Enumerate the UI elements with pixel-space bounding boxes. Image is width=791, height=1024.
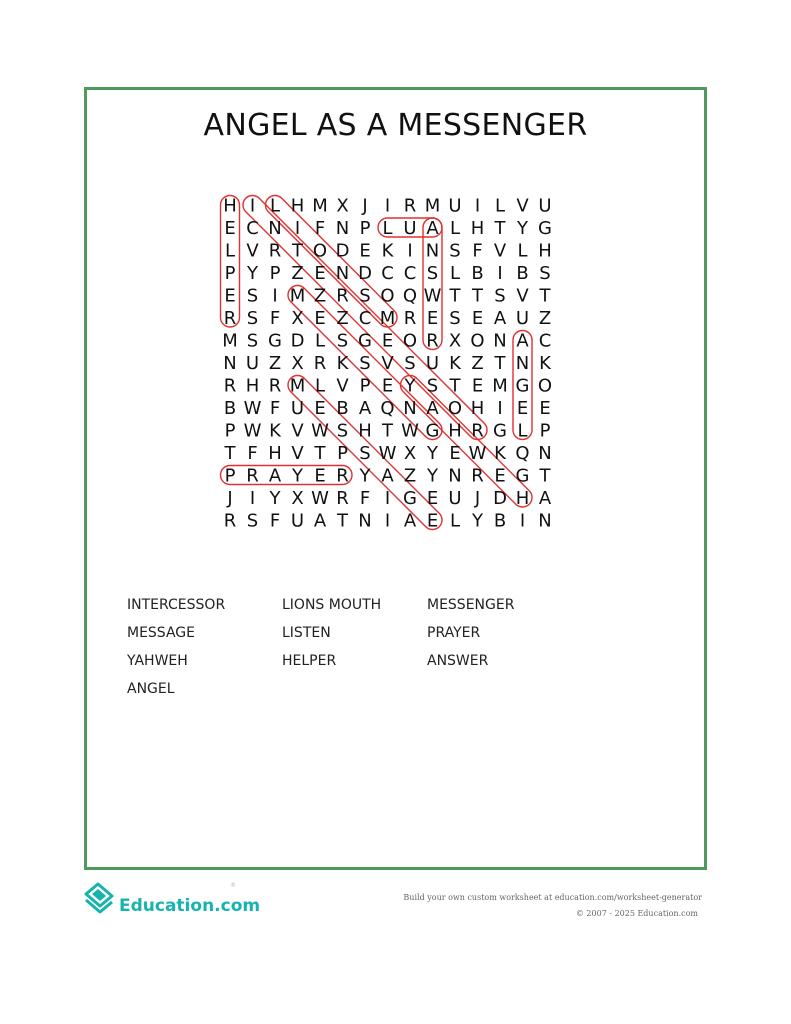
grid-letter: R <box>313 353 327 374</box>
grid-letter: L <box>494 195 506 217</box>
grid-letter: E <box>516 398 529 419</box>
grid-letter: N <box>515 353 530 374</box>
grid-letter: H <box>515 488 530 509</box>
grid-letter: I <box>384 510 391 532</box>
grid-letter: Y <box>359 465 371 487</box>
grid-letter: V <box>516 195 529 217</box>
grid-letter: T <box>292 240 303 262</box>
word-list-item: ANSWER <box>427 653 489 669</box>
grid-letter: Z <box>403 465 417 487</box>
grid-letter: J <box>362 195 368 217</box>
grid-letter: K <box>539 353 551 374</box>
grid-letter: W <box>243 420 262 442</box>
grid-letter: B <box>223 398 237 419</box>
grid-letter: T <box>472 285 483 307</box>
grid-letter: Y <box>427 443 438 464</box>
grid-letter: R <box>471 420 484 442</box>
grid-letter: E <box>314 263 326 284</box>
word-list-item: HELPER <box>282 653 337 669</box>
grid-letter: M <box>492 375 508 397</box>
grid-letter: G <box>425 420 440 442</box>
word-search-svg <box>219 193 579 553</box>
grid-letter: O <box>470 330 485 352</box>
grid-letter: F <box>359 488 371 509</box>
grid-letter: Y <box>517 218 528 239</box>
word-list-item: YAHWEH <box>127 653 188 669</box>
grid-letter: K <box>336 353 349 374</box>
grid-letter: U <box>245 353 260 374</box>
grid-letter: T <box>314 443 326 464</box>
grid-letters <box>222 196 552 532</box>
grid-letter: I <box>249 195 256 217</box>
grid-letter: Y <box>269 488 281 509</box>
grid-letter: V <box>516 285 529 307</box>
word-list-item: ANGEL <box>127 681 175 697</box>
grid-letter: J <box>474 488 481 509</box>
grid-letter: M <box>289 375 306 397</box>
grid-letter: V <box>336 375 349 397</box>
grid-letter: E <box>314 398 326 419</box>
grid-letter: T <box>539 465 551 487</box>
grid-letter: G <box>515 465 530 487</box>
grid-letter: L <box>314 375 326 397</box>
grid-letter: O <box>402 330 418 352</box>
grid-letter: A <box>426 218 439 239</box>
grid-letter: A <box>403 510 417 532</box>
grid-letter: H <box>290 195 305 217</box>
grid-letter: G <box>403 488 417 509</box>
grid-letter: B <box>516 263 529 284</box>
grid-letter: Z <box>538 308 552 329</box>
grid-letter: P <box>359 218 371 239</box>
grid-letter: N <box>425 240 440 262</box>
grid-letter: S <box>359 285 371 307</box>
grid-letter: F <box>269 308 281 329</box>
grid-letter: A <box>358 398 372 419</box>
grid-letter: X <box>291 353 304 374</box>
grid-letter: R <box>336 488 349 509</box>
grid-letter: Z <box>268 353 282 374</box>
grid-letter: B <box>493 510 507 532</box>
education-logo-icon <box>82 880 118 920</box>
grid-letter: L <box>449 218 461 239</box>
brand-logo[interactable] <box>82 880 261 920</box>
grid-letter: L <box>449 510 461 532</box>
grid-letter: L <box>382 218 393 239</box>
grid-letter: T <box>382 420 393 442</box>
grid-letter: Q <box>515 443 530 464</box>
grid-letter: L <box>517 420 528 442</box>
grid-letter: E <box>426 308 439 329</box>
grid-letter: E <box>449 443 461 464</box>
grid-letter: I <box>249 488 256 509</box>
grid-letter: A <box>493 308 507 329</box>
logo-trademark: ® <box>230 882 236 889</box>
grid-letter: R <box>223 308 237 329</box>
grid-letter: T <box>449 375 461 397</box>
grid-letter: T <box>494 353 506 374</box>
grid-letter: S <box>449 308 461 329</box>
grid-letter: S <box>404 353 416 374</box>
grid-letter: W <box>401 420 419 442</box>
grid-letter: Q <box>402 285 418 307</box>
grid-letter: E <box>381 330 394 352</box>
grid-letter: A <box>381 465 394 487</box>
grid-letter: P <box>359 375 371 397</box>
grid-letter: I <box>294 218 301 239</box>
grid-letter: H <box>245 375 260 397</box>
grid-letter: L <box>517 240 528 262</box>
grid-letter: W <box>423 285 442 307</box>
grid-letter: I <box>272 285 278 307</box>
grid-letter: D <box>290 330 305 352</box>
grid-letter: U <box>403 218 417 239</box>
grid-letter: P <box>224 465 236 487</box>
grid-letter: G <box>268 330 282 352</box>
grid-letter: X <box>291 308 304 329</box>
grid-letter: K <box>449 353 461 374</box>
grid-letter: I <box>497 398 503 419</box>
grid-letter: S <box>494 285 506 307</box>
grid-letter: N <box>538 443 552 464</box>
grid-letter: P <box>337 443 348 464</box>
grid-letter: E <box>471 308 484 329</box>
grid-letter: Z <box>336 308 349 329</box>
grid-letter: T <box>449 285 461 307</box>
grid-letter: G <box>515 375 530 397</box>
word-list-item: PRAYER <box>427 625 481 641</box>
grid-letter: P <box>539 420 551 442</box>
grid-letter: K <box>494 443 506 464</box>
grid-letter: E <box>539 398 551 419</box>
grid-letter: K <box>381 240 394 262</box>
grid-letter: C <box>246 218 259 239</box>
grid-letter: P <box>224 263 236 284</box>
grid-letter: Y <box>292 465 303 487</box>
grid-letter: S <box>246 510 259 532</box>
grid-letter: W <box>243 398 262 419</box>
grid-letter: R <box>403 195 417 217</box>
grid-letter: F <box>472 240 483 262</box>
grid-letter: U <box>290 510 305 532</box>
grid-letter: W <box>311 420 329 442</box>
grid-letter: E <box>224 218 236 239</box>
grid-letter: X <box>291 488 304 509</box>
grid-letter: C <box>403 263 417 284</box>
grid-letter: S <box>449 240 461 262</box>
footer-generator-link[interactable]: Build your own custom worksheet at education.com/worksheet-generator <box>403 893 702 902</box>
grid-letter: I <box>407 240 413 262</box>
grid-letter: H <box>538 240 552 262</box>
grid-letter: V <box>291 443 304 464</box>
grid-letter: T <box>494 218 506 239</box>
grid-letter: E <box>359 240 371 262</box>
grid-letter: G <box>493 420 507 442</box>
grid-letter: P <box>269 263 281 284</box>
grid-letter: R <box>223 375 237 397</box>
grid-letter: I <box>384 488 391 509</box>
grid-letter: N <box>493 330 507 352</box>
grid-letter: U <box>448 195 462 217</box>
grid-letter: D <box>493 488 507 509</box>
grid-letter: F <box>247 443 258 464</box>
grid-letter: E <box>314 308 326 329</box>
grid-letter: U <box>515 308 530 329</box>
grid-letter: S <box>246 285 259 307</box>
grid-letter: O <box>380 285 395 307</box>
grid-letter: R <box>336 285 349 307</box>
grid-letter: S <box>539 263 551 284</box>
grid-letter: R <box>246 465 259 487</box>
grid-letter: C <box>381 263 394 284</box>
grid-letter: H <box>268 443 282 464</box>
grid-letter: N <box>448 465 462 487</box>
grid-letter: M <box>424 195 441 217</box>
grid-letter: A <box>538 488 552 509</box>
grid-letter: U <box>290 398 305 419</box>
grid-letter: S <box>336 330 349 352</box>
grid-letter: H <box>470 218 485 239</box>
grid-letter: U <box>448 488 462 509</box>
grid-letter: R <box>426 330 439 352</box>
grid-letter: I <box>474 195 481 217</box>
grid-letter: I <box>384 195 391 217</box>
grid-letter: O <box>312 240 328 262</box>
grid-letter: H <box>223 195 237 217</box>
grid-letter: L <box>449 263 461 284</box>
grid-letter: R <box>223 510 237 532</box>
grid-letter: Y <box>247 263 258 284</box>
grid-letter: Y <box>427 465 438 487</box>
grid-letter: N <box>335 263 350 284</box>
grid-letter: B <box>336 398 349 419</box>
grid-letter: W <box>311 488 329 509</box>
grid-letter: I <box>519 510 526 532</box>
grid-letter: S <box>426 375 439 397</box>
grid-letter: Y <box>404 375 416 397</box>
grid-letter: V <box>381 353 394 374</box>
grid-letter: T <box>337 510 348 532</box>
grid-letter: C <box>358 308 372 329</box>
word-list-item: LIONS MOUTH <box>282 597 382 613</box>
grid-letter: N <box>538 510 552 532</box>
word-list-item: INTERCESSOR <box>127 597 226 613</box>
grid-letter: X <box>403 443 417 464</box>
grid-letter: E <box>471 375 484 397</box>
grid-letter: H <box>448 420 462 442</box>
grid-letter: R <box>268 240 282 262</box>
grid-letter: I <box>497 263 503 284</box>
grid-letter: V <box>291 420 304 442</box>
grid-letter: M <box>312 195 328 217</box>
grid-letter: F <box>269 510 281 532</box>
grid-letter: A <box>426 398 439 419</box>
grid-letter: W <box>378 443 397 464</box>
grid-letter: Z <box>291 263 304 284</box>
grid-letter: Z <box>313 285 327 307</box>
grid-letter: N <box>403 398 417 419</box>
grid-letter: N <box>335 218 350 239</box>
word-list-item: LISTEN <box>282 625 331 641</box>
grid-letter: V <box>246 240 259 262</box>
grid-letter: A <box>268 465 282 487</box>
grid-letter: O <box>447 398 463 419</box>
grid-letter: M <box>222 330 238 352</box>
grid-letter: N <box>268 218 282 239</box>
grid-letter: S <box>359 353 371 374</box>
grid-letter: A <box>516 330 529 352</box>
grid-letter: X <box>448 330 462 352</box>
grid-letter: V <box>493 240 507 262</box>
grid-letter: H <box>358 420 372 442</box>
grid-letter: U <box>538 195 552 217</box>
grid-letter: D <box>358 263 372 284</box>
word-list <box>127 596 647 698</box>
grid-letter: R <box>268 375 282 397</box>
grid-letter: W <box>468 443 487 464</box>
grid-letter: H <box>470 398 485 419</box>
grid-letter: F <box>314 218 326 239</box>
grid-letter: S <box>426 263 439 284</box>
grid-letter: N <box>223 353 237 374</box>
grid-letter: J <box>227 488 233 509</box>
word-list-item: MESSAGE <box>127 625 195 641</box>
grid-letter: F <box>269 398 281 419</box>
grid-letter: O <box>537 375 553 397</box>
grid-letter: L <box>224 240 236 262</box>
grid-letter: R <box>336 465 349 487</box>
worksheet-title: ANGEL AS A MESSENGER <box>203 108 588 143</box>
grid-letter: E <box>314 465 326 487</box>
grid-letter: S <box>246 330 259 352</box>
grid-letter: S <box>336 420 349 442</box>
footer-copyright: © 2007 - 2025 Education.com <box>575 909 698 918</box>
grid-letter: D <box>335 240 350 262</box>
grid-letter: E <box>426 510 439 532</box>
grid-letter: K <box>269 420 281 442</box>
grid-letter: Z <box>471 353 484 374</box>
word-list-item: MESSENGER <box>427 597 515 613</box>
grid-letter: G <box>538 218 552 239</box>
grid-letter: R <box>471 465 484 487</box>
grid-letter: R <box>403 308 417 329</box>
grid-letter: E <box>494 465 506 487</box>
grid-letter: Q <box>380 398 395 419</box>
grid-letter: M <box>379 308 396 329</box>
grid-letter: L <box>314 330 326 352</box>
found-word-circle <box>221 466 353 485</box>
grid-letter: E <box>381 375 394 397</box>
grid-letter: P <box>224 420 236 442</box>
grid-letter: X <box>336 195 349 217</box>
grid-letter: T <box>539 285 551 307</box>
grid-letter: T <box>224 443 236 464</box>
grid-letter: M <box>289 285 306 307</box>
word-search-grid <box>219 193 579 553</box>
grid-letter: A <box>313 510 327 532</box>
grid-letter: S <box>246 308 259 329</box>
grid-letter: B <box>471 263 484 284</box>
grid-letter: Y <box>472 510 483 532</box>
grid-letter: U <box>425 353 440 374</box>
grid-letter: E <box>426 488 439 509</box>
grid-letter: E <box>224 285 236 307</box>
grid-letter: G <box>358 330 372 352</box>
grid-letter: N <box>358 510 372 532</box>
brand-name: Education.com <box>119 896 261 916</box>
grid-letter: C <box>538 330 552 352</box>
grid-letter: S <box>359 443 371 464</box>
grid-letter: L <box>269 195 281 217</box>
